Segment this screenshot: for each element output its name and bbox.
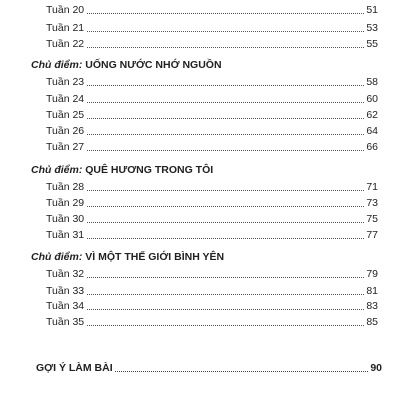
section-prefix: Chủ điểm: bbox=[31, 59, 83, 71]
section-heading bbox=[31, 163, 213, 177]
toc-entry bbox=[46, 315, 378, 329]
toc-final-page: 90 bbox=[370, 362, 382, 374]
toc-entry-page: 81 bbox=[366, 285, 378, 297]
dot-leader bbox=[87, 149, 364, 151]
toc-entry bbox=[46, 196, 378, 210]
dot-leader bbox=[87, 324, 364, 326]
toc-entry bbox=[46, 284, 378, 298]
dot-leader bbox=[87, 101, 364, 103]
toc-entry bbox=[46, 21, 378, 35]
dot-leader bbox=[87, 133, 364, 135]
section-prefix: Chủ điểm: bbox=[31, 164, 83, 176]
toc-entry-page: 64 bbox=[366, 125, 378, 137]
toc-final-label: GỢI Ý LÀM BÀI bbox=[36, 362, 113, 374]
toc-entry-label: Tuần 21 bbox=[46, 22, 85, 34]
toc-entry bbox=[46, 92, 378, 106]
toc-entry-label: Tuần 33 bbox=[46, 285, 85, 297]
toc-entry bbox=[46, 75, 378, 89]
dot-leader bbox=[87, 30, 364, 32]
toc-entry-label: Tuần 28 bbox=[46, 181, 85, 193]
toc-entry-page: 73 bbox=[366, 197, 378, 209]
toc-entry-page: 51 bbox=[366, 4, 378, 16]
dot-leader bbox=[87, 117, 364, 119]
dot-leader bbox=[87, 221, 364, 223]
toc-entry bbox=[46, 180, 378, 194]
toc-entry-label: Tuần 27 bbox=[46, 141, 85, 153]
toc-entry-page: 66 bbox=[366, 141, 378, 153]
toc-entry-page: 60 bbox=[366, 93, 378, 105]
toc-entry-label: Tuần 29 bbox=[46, 197, 85, 209]
dot-leader bbox=[87, 46, 364, 48]
dot-leader bbox=[87, 237, 364, 239]
toc-entry-label: Tuần 32 bbox=[46, 268, 85, 280]
dot-leader bbox=[87, 308, 364, 310]
toc-entry bbox=[46, 267, 378, 281]
dot-leader bbox=[87, 189, 364, 191]
section-heading bbox=[31, 58, 222, 72]
toc-entry-page: 55 bbox=[366, 38, 378, 50]
dot-leader bbox=[87, 205, 364, 207]
dot-leader bbox=[87, 84, 364, 86]
toc-entry-page: 58 bbox=[366, 76, 378, 88]
toc-entry-label: Tuần 25 bbox=[46, 109, 85, 121]
toc-entry bbox=[46, 228, 378, 242]
section-title: VÌ MỘT THẾ GIỚI BÌNH YÊN bbox=[85, 251, 225, 263]
section-title: UỐNG NƯỚC NHỚ NGUỒN bbox=[85, 59, 222, 71]
toc-entry bbox=[46, 212, 378, 226]
toc-entry bbox=[46, 140, 378, 154]
toc-entry-page: 75 bbox=[366, 213, 378, 225]
toc-entry-label: Tuần 22 bbox=[46, 38, 85, 50]
toc-entry-page: 83 bbox=[366, 300, 378, 312]
toc-entry bbox=[46, 124, 378, 138]
toc-entry-page: 77 bbox=[366, 229, 378, 241]
toc-entry-label: Tuần 24 bbox=[46, 93, 85, 105]
dot-leader bbox=[87, 12, 364, 14]
toc-entry-label: Tuần 30 bbox=[46, 213, 85, 225]
toc-entry-page: 62 bbox=[366, 109, 378, 121]
toc-entry bbox=[46, 3, 378, 17]
toc-entry-label: Tuần 20 bbox=[46, 4, 85, 16]
toc-entry-label: Tuần 23 bbox=[46, 76, 85, 88]
toc-entry-page: 79 bbox=[366, 268, 378, 280]
toc-entry-label: Tuần 31 bbox=[46, 229, 85, 241]
section-title: QUÊ HƯƠNG TRONG TÔI bbox=[85, 164, 214, 176]
toc-entry-page: 85 bbox=[366, 316, 378, 328]
toc-entry-page: 53 bbox=[366, 22, 378, 34]
toc-entry bbox=[46, 37, 378, 51]
dot-leader bbox=[87, 293, 364, 295]
dot-leader bbox=[115, 370, 369, 372]
toc-entry-label: Tuần 26 bbox=[46, 125, 85, 137]
toc-final-entry bbox=[36, 361, 382, 375]
section-prefix: Chủ điểm: bbox=[31, 251, 83, 263]
section-heading bbox=[31, 250, 224, 264]
toc-entry bbox=[46, 299, 378, 313]
toc-entry-page: 71 bbox=[366, 181, 378, 193]
toc-entry-label: Tuần 34 bbox=[46, 300, 85, 312]
dot-leader bbox=[87, 276, 364, 278]
toc-entry bbox=[46, 108, 378, 122]
toc-entry-label: Tuần 35 bbox=[46, 316, 85, 328]
